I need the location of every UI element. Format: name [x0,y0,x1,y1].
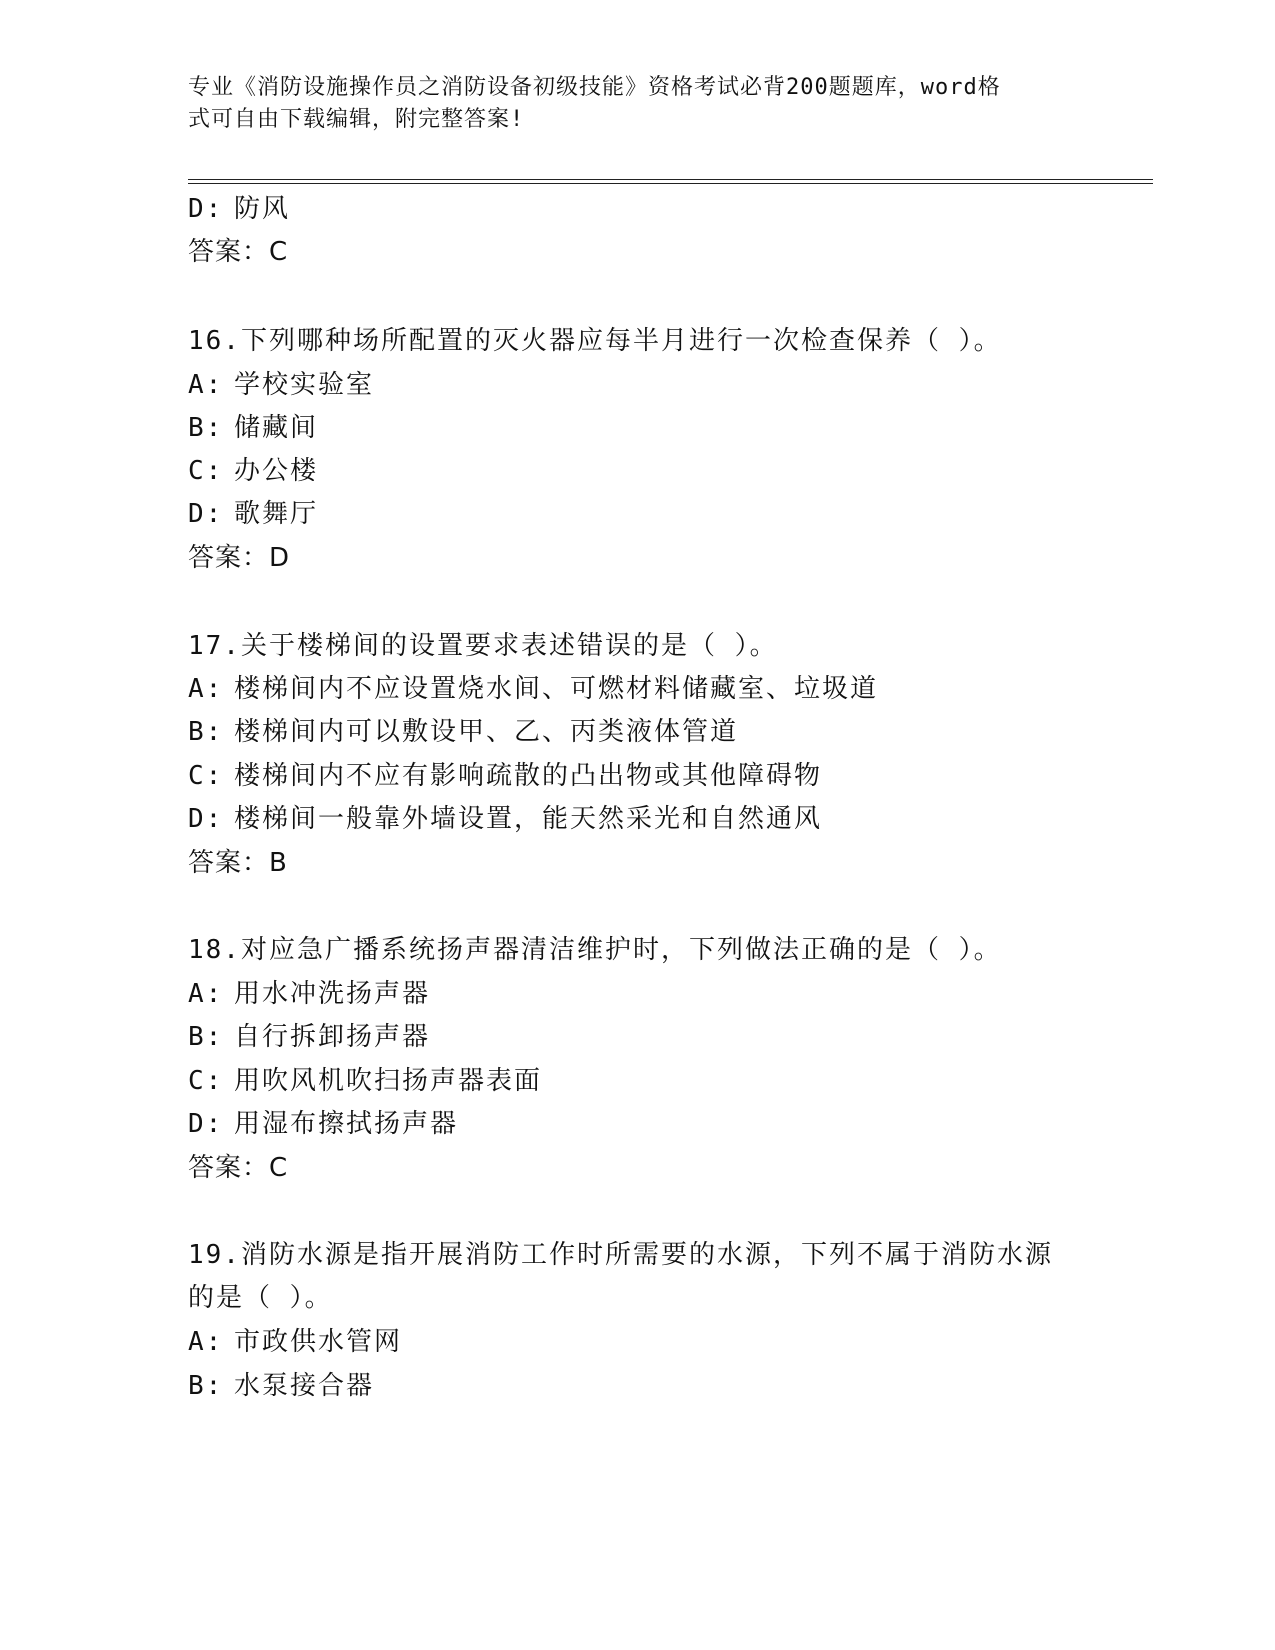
option-text: 用吹风机吹扫扬声器表面 [234,1066,543,1096]
option-label: D: [188,499,224,529]
question-18-option-a [188,977,430,1011]
option-label: D: [188,1109,224,1139]
question-17-option-a [188,672,878,706]
option-text: 用水冲洗扬声器 [234,979,431,1009]
question-16-option-a [188,368,374,402]
question-18-option-c [188,1064,542,1098]
option-text: 楼梯间内可以敷设甲、乙、丙类液体管道 [234,717,739,747]
header-divider-bottom [188,183,1153,184]
option-label: B: [188,1371,224,1401]
option-label: A: [188,1327,224,1357]
question-18-answer: 答案：C [188,1153,289,1183]
question-18-option-d [188,1107,458,1141]
option-label: C: [188,761,224,791]
option-text: 市政供水管网 [234,1327,403,1357]
option-label: B: [188,1022,224,1052]
question-16-answer: 答案：D [188,543,291,573]
question-19-stem-line-1: 19.消防水源是指开展消防工作时所需要的水源，下列不属于消防水源 [188,1240,1053,1270]
option-text: 储藏间 [234,413,319,443]
header-line-2: 式可自由下载编辑，附完整答案! [188,107,525,132]
question-18-stem: 18.对应急广播系统扬声器清洁维护时，下列做法正确的是（ ）。 [188,935,1002,965]
option-text: 歌舞厅 [234,499,319,529]
header-divider-top [188,179,1153,180]
question-16-option-d [188,497,318,531]
option-text: 用湿布擦拭扬声器 [234,1109,459,1139]
option-label: B: [188,717,224,747]
option-text: 水泵接合器 [234,1371,375,1401]
document-header [188,72,1088,136]
option-text: 学校实验室 [234,370,375,400]
option-label: A: [188,370,224,400]
option-text: 办公楼 [234,456,319,486]
prev-option-d [188,192,290,226]
question-17-option-c [188,759,822,793]
question-17-option-d [188,802,822,836]
option-text: 楼梯间内不应有影响疏散的凸出物或其他障碍物 [234,761,823,791]
question-17-stem: 17.关于楼梯间的设置要求表述错误的是（ ）。 [188,631,778,661]
option-label: B: [188,413,224,443]
question-18-option-b [188,1020,430,1054]
question-19-option-b [188,1369,374,1403]
prev-answer: 答案：C [188,237,289,267]
question-19-option-a [188,1325,402,1359]
header-line-1: 专业《消防设施操作员之消防设备初级技能》资格考试必背200题题库，word格 [188,75,1001,100]
question-16-option-b [188,411,318,445]
question-16-option-c [188,454,318,488]
question-16-stem: 16.下列哪种场所配置的灭火器应每半月进行一次检查保养（ ）。 [188,326,1002,356]
option-label: C: [188,1066,224,1096]
option-label: C: [188,456,224,486]
option-text: 防风 [234,194,291,224]
option-label: A: [188,674,224,704]
question-19-stem-line-2: 的是（ ）。 [188,1283,333,1313]
option-label: D: [188,804,224,834]
option-label: A: [188,979,224,1009]
option-text: 自行拆卸扬声器 [234,1022,431,1052]
question-17-answer: 答案：B [188,848,288,878]
option-text: 楼梯间一般靠外墙设置，能天然采光和自然通风 [234,804,823,834]
option-text: 楼梯间内不应设置烧水间、可燃材料储藏室、垃圾道 [234,674,879,704]
option-label: D: [188,194,224,224]
question-17-option-b [188,715,738,749]
